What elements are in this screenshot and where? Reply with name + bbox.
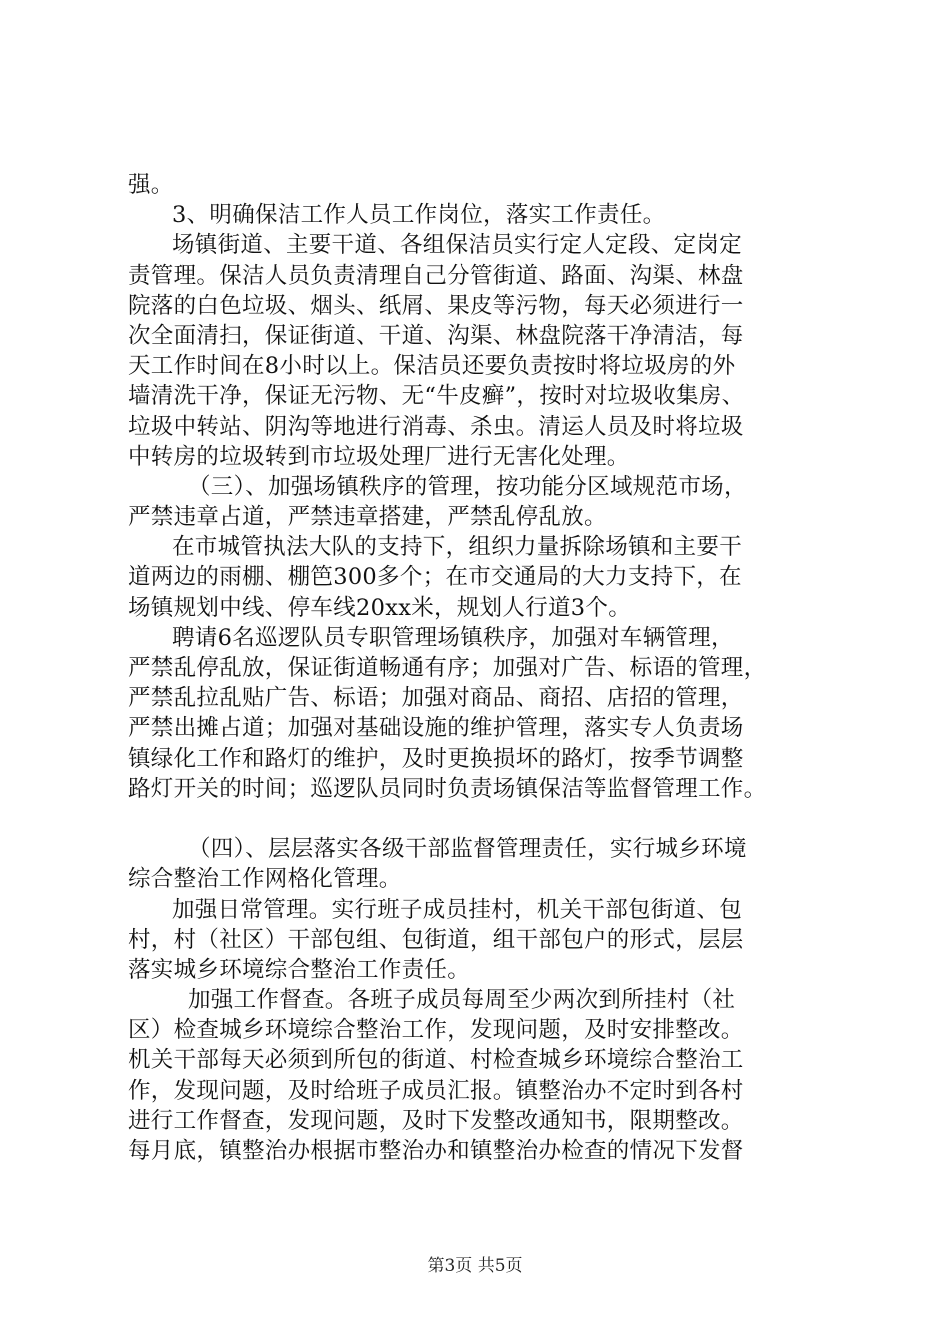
paragraph-line: 中转房的垃圾转到市垃圾处理厂进行无害化处理。 [128, 443, 630, 470]
paragraph-line: 次全面清扫，保证街道、干道、沟渠、林盘院落干净清洁，每 [128, 322, 744, 349]
paragraph-line: 天工作时间在8小时以上。保洁员还要负责按时将垃圾房的外 [128, 353, 736, 380]
paragraph-line: 严禁违章占道，严禁违章搭建，严禁乱停乱放。 [128, 504, 607, 531]
document-body [128, 170, 834, 1166]
paragraph-line: 路灯开关的时间；巡逻队员同时负责场镇保洁等监督管理工作。 [128, 775, 767, 802]
paragraph-line: 3、明确保洁工作人员工作岗位，落实工作责任。 [172, 202, 666, 229]
paragraph-line: 进行工作督查，发现问题，及时下发整改通知书，限期整改。 [128, 1107, 744, 1134]
paragraph-line: 严禁乱停乱放，保证街道畅通有序；加强对广告、标语的管理， [128, 655, 767, 681]
paragraph-line: 强。 [128, 172, 174, 198]
paragraph-line: 严禁出摊占道；加强对基础设施的维护管理，落实专人负责场 [128, 715, 744, 742]
paragraph-line: 落实城乡环境综合整治工作责任。 [128, 956, 471, 983]
paragraph-line: 责管理。保洁人员负责清理自己分管街道、路面、沟渠、林盘 [128, 262, 744, 289]
paragraph-line: （四）、层层落实各级干部监督管理责任，实行城乡环境 [188, 836, 747, 863]
paragraph-line: 场镇规划中线、停车线20xx米，规划人行道3个。 [128, 594, 632, 621]
paragraph-line: 每月底，镇整治办根据市整治办和镇整治办检查的情况下发督 [128, 1138, 744, 1164]
paragraph-line: 加强工作督查。各班子成员每周至少两次到所挂村（社 [188, 987, 736, 1014]
paragraph-line: 综合整治工作网格化管理。 [128, 866, 402, 893]
page-number-footer: 第3页 共5页 [427, 1256, 523, 1276]
paragraph-line: 机关干部每天必须到所包的街道、村检查城乡环境综合整治工 [128, 1047, 744, 1074]
paragraph-line: 作，发现问题，及时给班子成员汇报。镇整治办不定时到各村 [128, 1077, 744, 1104]
blank-line [128, 804, 834, 834]
paragraph-line: 严禁乱拉乱贴广告、标语；加强对商品、商招、店招的管理， [128, 685, 744, 712]
paragraph-line: 区）检查城乡环境综合整治工作，发现问题，及时安排整改。 [128, 1017, 744, 1044]
paragraph-line: 加强日常管理。实行班子成员挂村，机关干部包街道、包 [172, 896, 743, 923]
paragraph-line: （三）、加强场镇秩序的管理，按功能分区域规范市场， [188, 473, 747, 500]
paragraph-line: 镇绿化工作和路灯的维护，及时更换损坏的路灯，按季节调整 [128, 745, 744, 772]
paragraph-line: 垃圾中转站、阴沟等地进行消毒、杀虫。清运人员及时将垃圾 [128, 413, 744, 440]
paragraph-line: 墙清洗干净，保证无污物、无“牛皮癣”，按时对垃圾收集房、 [128, 383, 745, 410]
paragraph-line: 院落的白色垃圾、烟头、纸屑、果皮等污物，每天必须进行一 [128, 292, 744, 319]
paragraph-line: 村，村（社区）干部包组、包街道，组干部包户的形式，层层 [128, 926, 744, 953]
paragraph-line: 聘请6名巡逻队员专职管理场镇秩序，加强对车辆管理， [172, 624, 734, 651]
paragraph-line: 道两边的雨棚、棚笆300多个；在市交通局的大力支持下，在 [128, 564, 742, 591]
paragraph-line: 在市城管执法大队的支持下，组织力量拆除场镇和主要干 [172, 534, 743, 561]
paragraph-line: 场镇街道、主要干道、各组保洁员实行定人定段、定岗定 [172, 232, 743, 259]
